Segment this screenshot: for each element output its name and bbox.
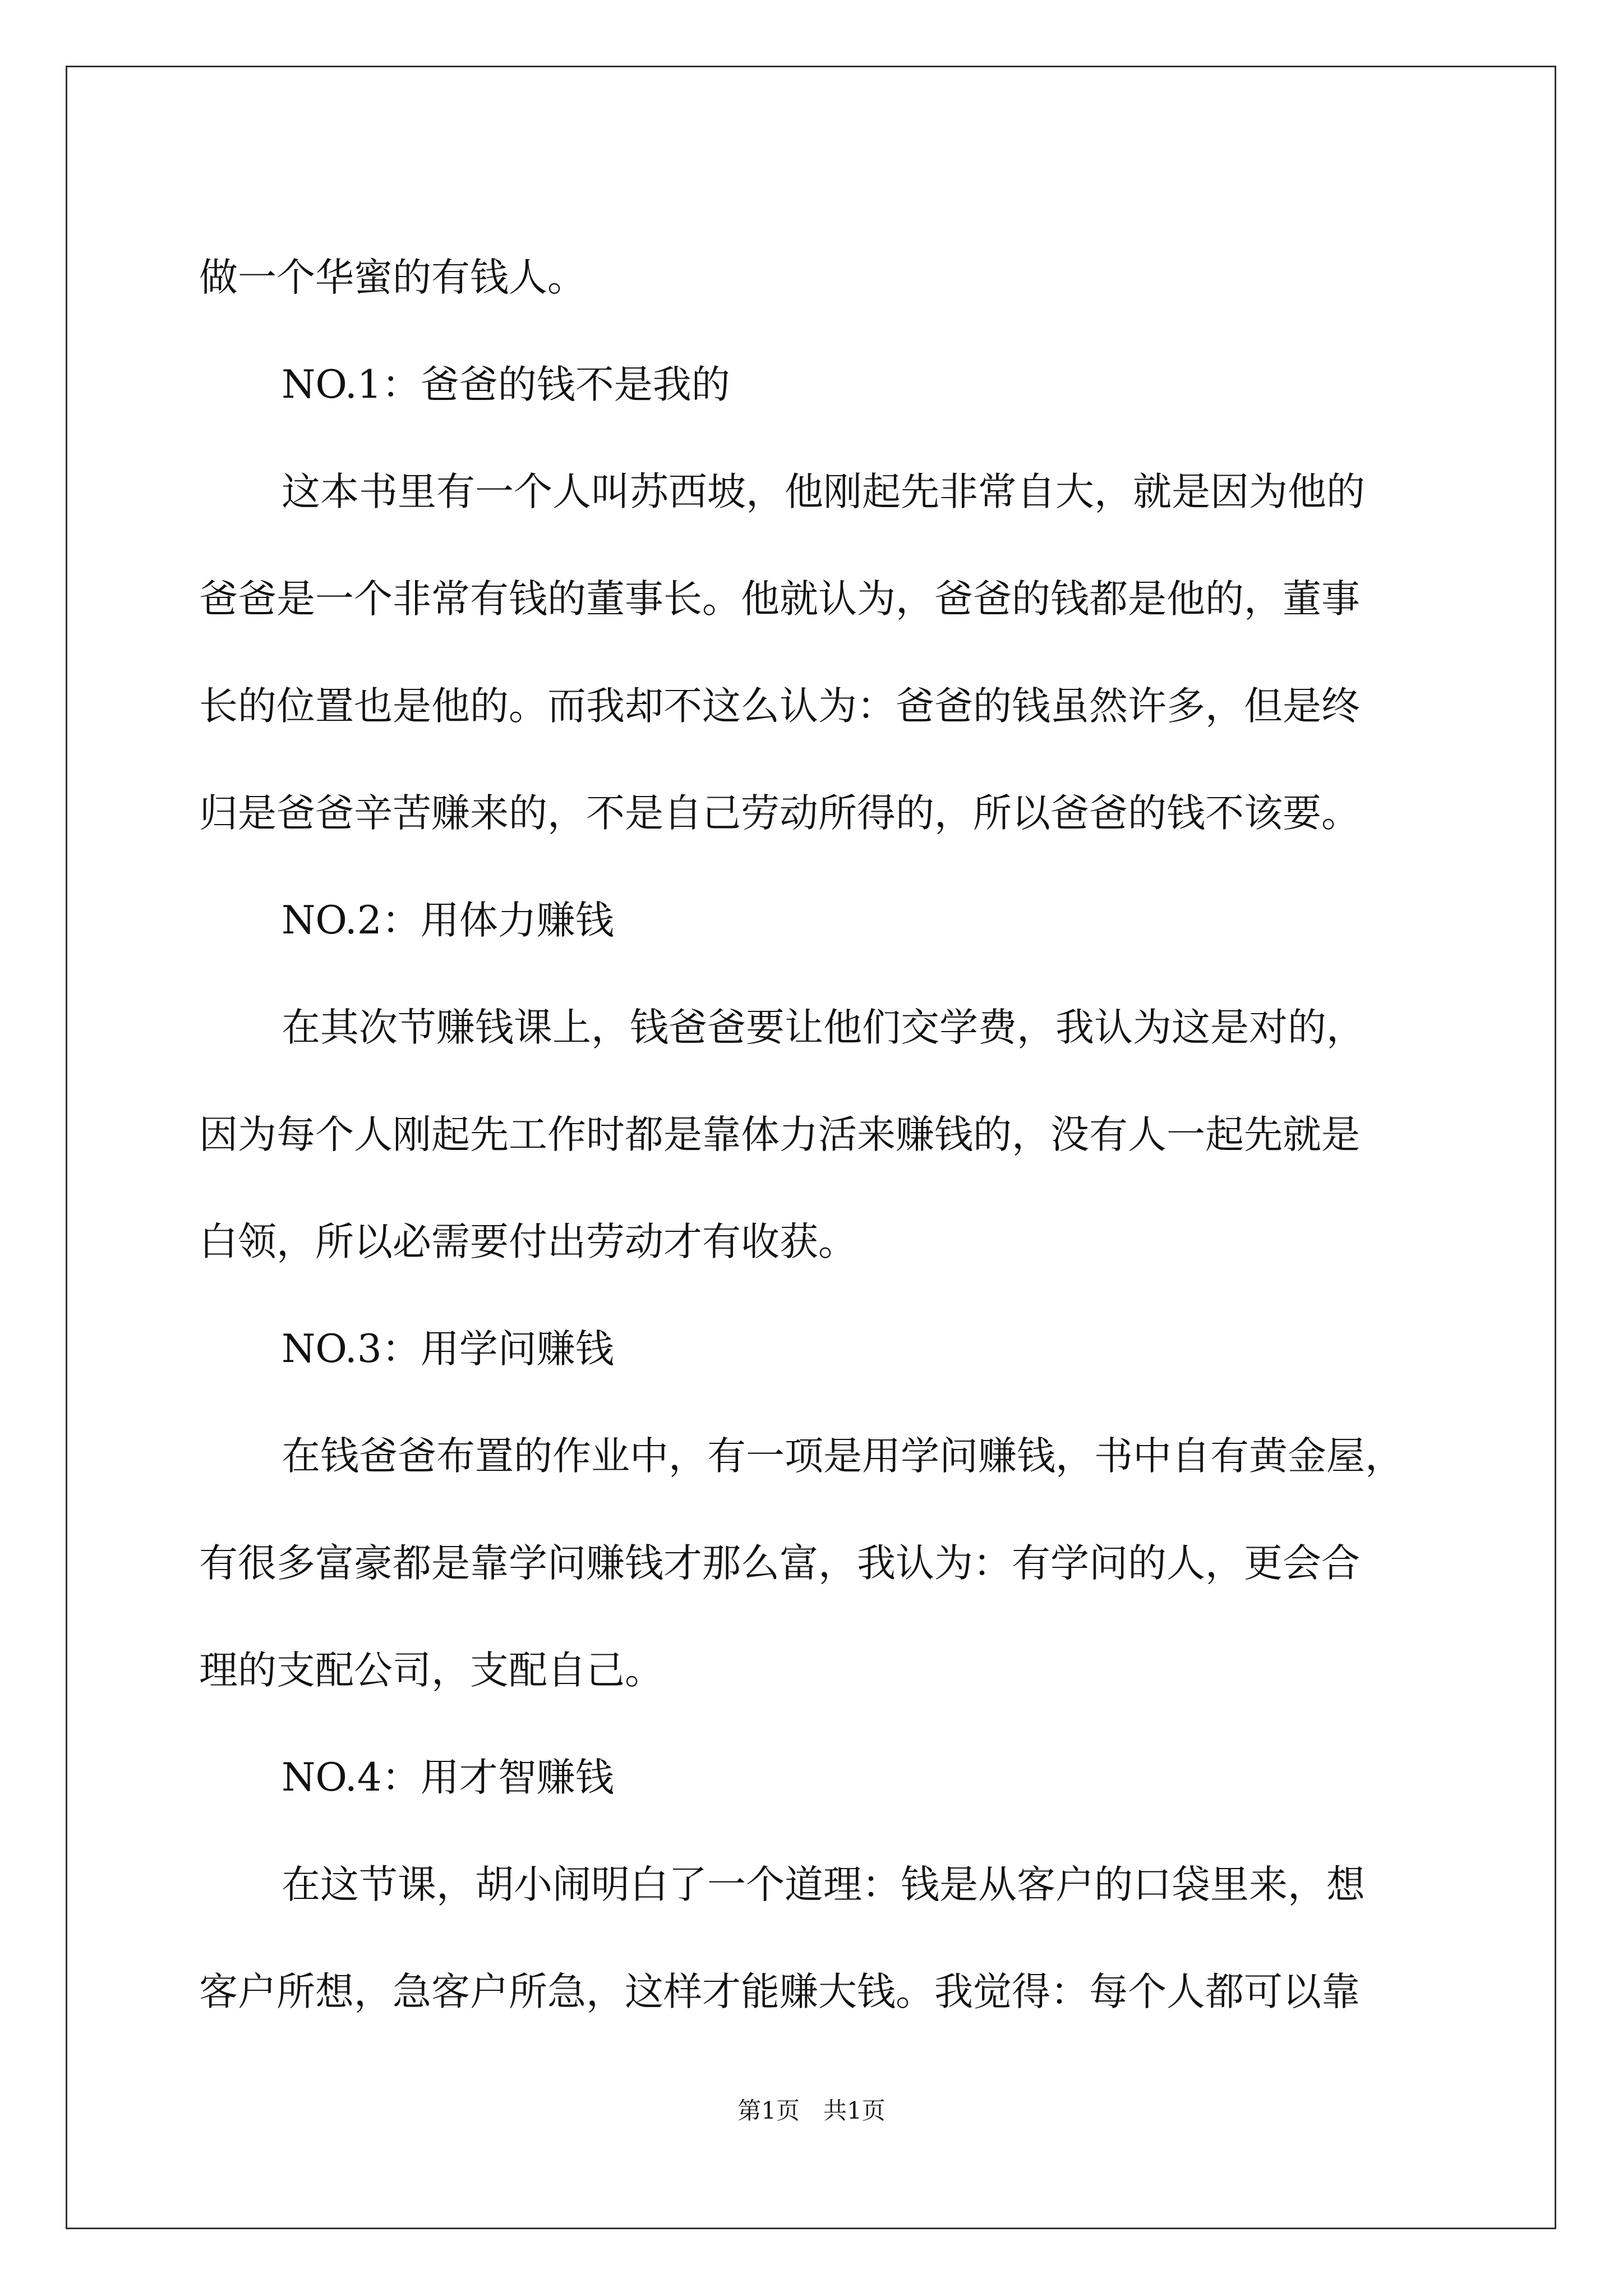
text-line: 爸爸是一个非常有钱的董事长。他就认为，爸爸的钱都是他的，董事: [199, 577, 1360, 622]
section-heading: NO.4：用才智赚钱: [282, 1755, 614, 1800]
text-line: 在其次节赚钱课上，钱爸爸要让他们交学费，我认为这是对的，: [282, 1005, 1365, 1050]
text-line: 客户所想，急客户所急，这样才能赚大钱。我觉得：每个人都可以靠: [199, 1970, 1360, 2014]
text-line: 做一个华蜜的有钱人。: [199, 255, 586, 300]
text-line: 在这节课，胡小闹明白了一个道理：钱是从客户的口袋里来，想: [282, 1862, 1365, 1907]
text-line: 有很多富豪都是靠学问赚钱才那么富，我认为：有学问的人，更会合: [199, 1541, 1360, 1586]
section-heading: NO.2：用体力赚钱: [282, 898, 614, 943]
text-line: 这本书里有一个人叫苏西坡，他刚起先非常自大，就是因为他的: [282, 470, 1365, 514]
text-line: 因为每个人刚起先工作时都是靠体力活来赚钱的，没有人一起先就是: [199, 1112, 1360, 1157]
page-footer: 第1页 共1页: [737, 2097, 886, 2124]
section-heading: NO.1：爸爸的钱不是我的: [282, 362, 730, 407]
text-line: 归是爸爸辛苦赚来的，不是自己劳动所得的，所以爸爸的钱不该要。: [199, 791, 1360, 836]
text-line: 白领，所以必需要付出劳动才有收获。: [199, 1220, 857, 1264]
section-heading: NO.3：用学问赚钱: [282, 1327, 614, 1372]
text-line: 长的位置也是他的。而我却不这么认为：爸爸的钱虽然许多，但是终: [199, 684, 1360, 729]
text-line: 在钱爸爸布置的作业中，有一项是用学问赚钱，书中自有黄金屋，: [282, 1434, 1404, 1479]
text-line: 理的支配公司，支配自己。: [199, 1648, 663, 1693]
